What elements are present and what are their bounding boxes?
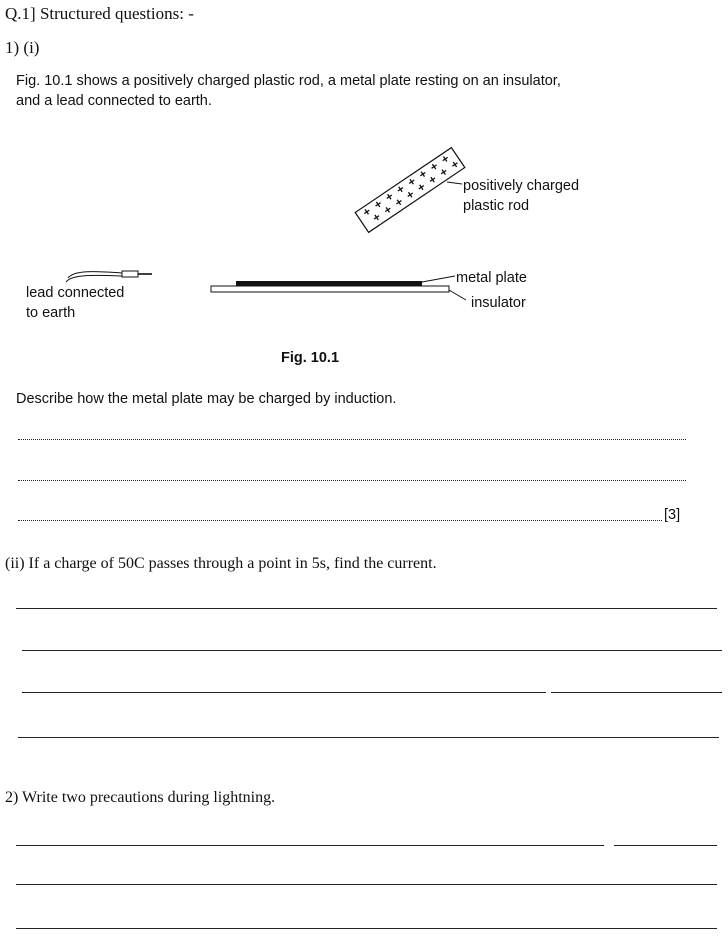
answer-line-1 (18, 439, 686, 440)
rod-plus-sign: + (392, 194, 406, 211)
rod-plus-sign: + (360, 204, 374, 220)
figure-10-1 (0, 130, 728, 340)
answer-rule-2-1b (614, 845, 717, 846)
answer-rule-ii-2 (22, 650, 722, 651)
rod-plus-sign: + (371, 196, 385, 213)
marks-label: [3] (664, 507, 681, 523)
answer-rule-ii-3a (22, 692, 546, 693)
figure-intro-line1: Fig. 10.1 shows a positively charged plastic rod, a metal plate resting on an insulator, (16, 73, 561, 89)
question-heading: Q.1] Structured questions: - (5, 4, 194, 23)
answer-line-3 (18, 520, 662, 521)
answer-rule-2-2 (16, 884, 717, 885)
insulator-leader-line (449, 290, 466, 300)
answer-rule-ii-3b (551, 692, 722, 693)
rod-plus-sign: + (382, 189, 397, 205)
metal-plate (236, 281, 422, 286)
rod-plus-sign: + (403, 186, 417, 203)
lead-label-line1: lead connected (26, 285, 125, 301)
rod-label-line2: plastic rod (463, 198, 530, 214)
metal-plate-label: metal plate (456, 270, 527, 286)
rod-plus-sign: + (436, 164, 451, 180)
insulator-label: insulator (471, 295, 526, 311)
earth-lead (66, 271, 152, 282)
rod-plus-sign: + (393, 181, 408, 197)
rod-plus-sign: + (448, 156, 462, 173)
lead-label-line2: to earth (26, 305, 76, 321)
insulator (211, 286, 449, 292)
question-ii-prompt: (ii) If a charge of 50C passes through a point in 5s, find the current. (5, 555, 437, 572)
rod-plus-sign: + (427, 158, 441, 175)
rod-label-line1: positively charged (463, 178, 580, 194)
rod-plus-sign: + (380, 202, 395, 218)
rod-leader-line (447, 182, 462, 184)
question-i-prompt: Describe how the metal plate may be charged by induction. (16, 391, 397, 407)
rod-plus-sign: + (404, 173, 419, 190)
part-label: 1) (i) (5, 38, 40, 57)
answer-rule-ii-4 (18, 737, 719, 738)
figure-caption: Fig. 10.1 (281, 350, 340, 366)
rod-plus-sign: + (438, 151, 453, 167)
rod-plus-sign: + (414, 179, 429, 195)
question-2-prompt: 2) Write two precautions during lightning. (5, 789, 276, 806)
rod-plus-sign: + (369, 209, 384, 226)
answer-rule-2-1a (16, 845, 604, 846)
figure-intro-line2: and a lead connected to earth. (16, 93, 212, 109)
answer-line-2 (18, 480, 686, 481)
rod-plus-sign: + (425, 171, 440, 188)
answer-rule-ii-1 (16, 608, 717, 609)
plastic-rod (355, 147, 465, 233)
plate-leader-line (422, 276, 455, 282)
rod-plus-sign: + (415, 166, 430, 182)
answer-rule-2-3 (16, 928, 717, 929)
